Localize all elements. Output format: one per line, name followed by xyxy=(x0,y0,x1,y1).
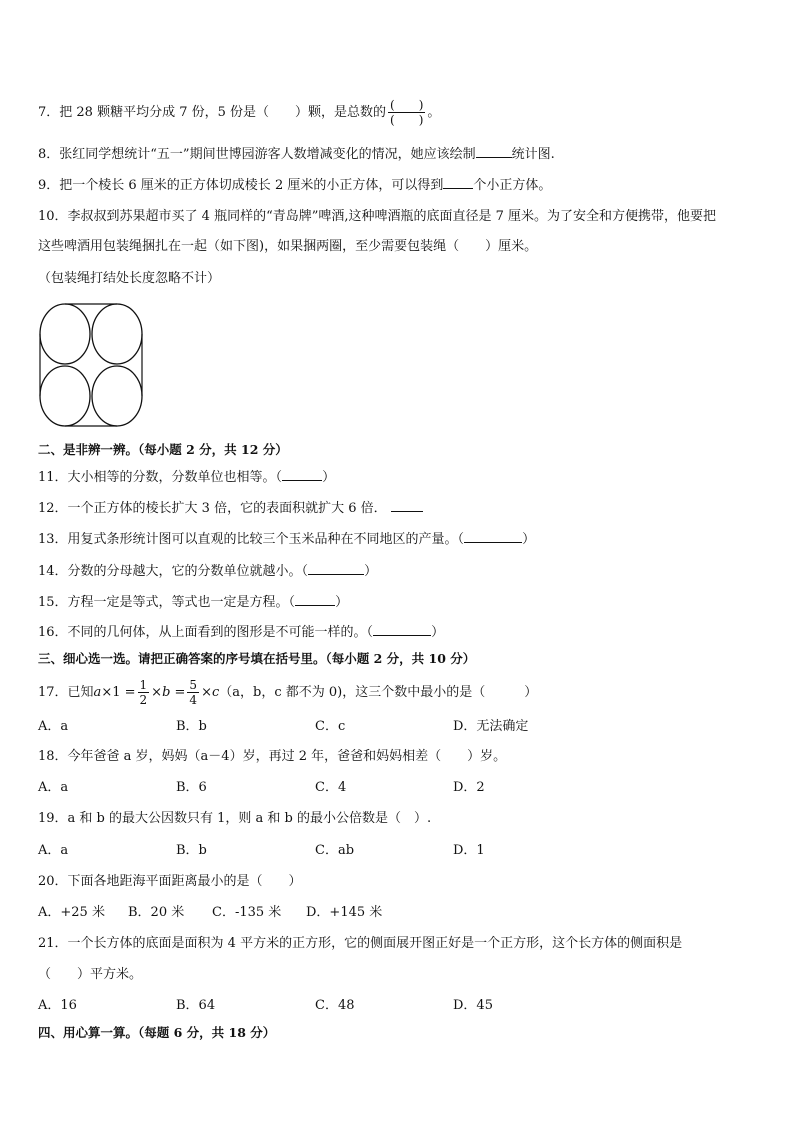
question-16: 16．不同的几何体，从上面看到的图形是不可能一样的。（ ） xyxy=(38,625,445,640)
question-13: 13．用复式条形统计图可以直观的比较三个玉米品种在不同地区的产量。（ ） xyxy=(38,532,536,547)
option-c[interactable]: C．4 xyxy=(315,780,347,795)
answer-blank[interactable] xyxy=(476,145,512,158)
question-19: 19．a 和 b 的最大公因数只有 1，则 a 和 b 的最小公倍数是（ ）. xyxy=(38,811,432,826)
question-12: 12．一个正方体的棱长扩大 3 倍，它的表面积就扩大 6 倍． xyxy=(38,499,423,518)
option-c[interactable]: C．ab xyxy=(315,843,355,858)
question-20: 20．下面各地距海平面距离最小的是（ ） xyxy=(38,874,302,889)
question-10-line-1: 10．李叔叔到苏果超市买了 4 瓶同样的“青岛牌”啤酒,这种啤酒瓶的底面直径是 7 厘米。为了安全和方便携带，他要把 xyxy=(38,209,717,224)
bottle-circle xyxy=(40,304,90,364)
answer-blank[interactable] xyxy=(373,623,431,636)
option-b[interactable]: B．64 xyxy=(176,998,216,1013)
answer-blank[interactable] xyxy=(391,499,423,512)
answer-blank[interactable] xyxy=(282,468,322,481)
option-a[interactable]: A．+25 米 xyxy=(38,905,105,920)
option-a[interactable]: A．a xyxy=(38,780,69,795)
bottles-bundle-figure xyxy=(38,303,144,427)
option-d[interactable]: D．无法确定 xyxy=(453,719,529,734)
fraction-five-quarters: $\frac{5}{4}$ xyxy=(189,678,198,707)
question-21-line-1: 21．一个长方体的底面是面积为 4 平方米的正方形，它的侧面展开图正好是一个正方形，这个长方体的侧面积是 xyxy=(38,936,683,951)
question-18: 18．今年爸爸 a 岁，妈妈（a－4）岁，再过 2 年，爸爸和妈妈相差（ ）岁。 xyxy=(38,749,507,764)
option-c[interactable]: C．c xyxy=(315,719,346,734)
answer-blank[interactable] xyxy=(464,530,522,543)
question-14: 14．分数的分母越大，它的分数单位就越小。（ ） xyxy=(38,564,378,579)
question-10-note: （包装绳打结处长度忽略不计） xyxy=(38,271,221,286)
question-17: 17．已知a×1 = $\frac{1}{2}$ ×b = $\frac{5}{4}$ ×c（a，b，c 都不为 0)，这三个数中最小的是（ ） xyxy=(38,678,538,707)
option-d[interactable]: D．2 xyxy=(453,780,485,795)
option-b[interactable]: B．b xyxy=(176,843,207,858)
option-d[interactable]: D．1 xyxy=(453,843,485,858)
question-7-text: 7．把 28 颗糖平均分成 7 份，5 份是（ ）颗，是总数的 xyxy=(38,105,387,120)
option-a[interactable]: A．a xyxy=(38,843,69,858)
section-4-heading: 四、用心算一算。（每题 6 分，共 18 分） xyxy=(38,1025,276,1040)
fraction-blank: $\frac{( )}{( )}$ xyxy=(390,98,424,127)
option-c[interactable]: C．48 xyxy=(315,998,355,1013)
question-9: 9．把一个棱长 6 厘米的正方体切成棱长 2 厘米的小正方体，可以得到 个小正方体。 xyxy=(38,178,552,193)
answer-blank[interactable] xyxy=(295,593,335,606)
option-d[interactable]: D．+145 米 xyxy=(306,905,383,920)
option-d[interactable]: D．45 xyxy=(453,998,493,1013)
question-8: 8．张红同学想统计“五一”期间世博园游客人数增减变化的情况，她应该绘制 统计图. xyxy=(38,147,555,162)
section-3-heading: 三、细心选一选。请把正确答案的序号填在括号里。（每小题 2 分，共 10 分） xyxy=(38,651,476,666)
option-b[interactable]: B．20 米 xyxy=(128,905,185,920)
bottle-circle xyxy=(40,366,90,426)
question-11: 11．大小相等的分数，分数单位也相等。（ ） xyxy=(38,470,336,485)
option-a[interactable]: A．16 xyxy=(38,998,77,1013)
question-21-line-2: （ ）平方米。 xyxy=(38,967,143,982)
answer-blank[interactable] xyxy=(308,562,364,575)
question-10-line-2: 这些啤酒用包装绳捆扎在一起（如下图)，如果捆两圈，至少需要包装绳（ ）厘米。 xyxy=(38,239,538,254)
section-2-heading: 二、是非辨一辨。（每小题 2 分，共 12 分） xyxy=(38,442,288,457)
question-7: 7．把 28 颗糖平均分成 7 份，5 份是（ ）颗，是总数的 $\frac{( )}{( )}$ 。 xyxy=(38,98,441,127)
fraction-one-half: $\frac{1}{2}$ xyxy=(139,678,148,707)
question-15: 15．方程一定是等式，等式也一定是方程。（ ） xyxy=(38,595,349,610)
bottle-circle xyxy=(92,366,142,426)
option-b[interactable]: B．6 xyxy=(176,780,207,795)
answer-blank[interactable] xyxy=(443,176,473,189)
option-c[interactable]: C．-135 米 xyxy=(212,905,282,920)
option-b[interactable]: B．b xyxy=(176,719,207,734)
option-a[interactable]: A．a xyxy=(38,719,69,734)
bottle-circle xyxy=(92,304,142,364)
